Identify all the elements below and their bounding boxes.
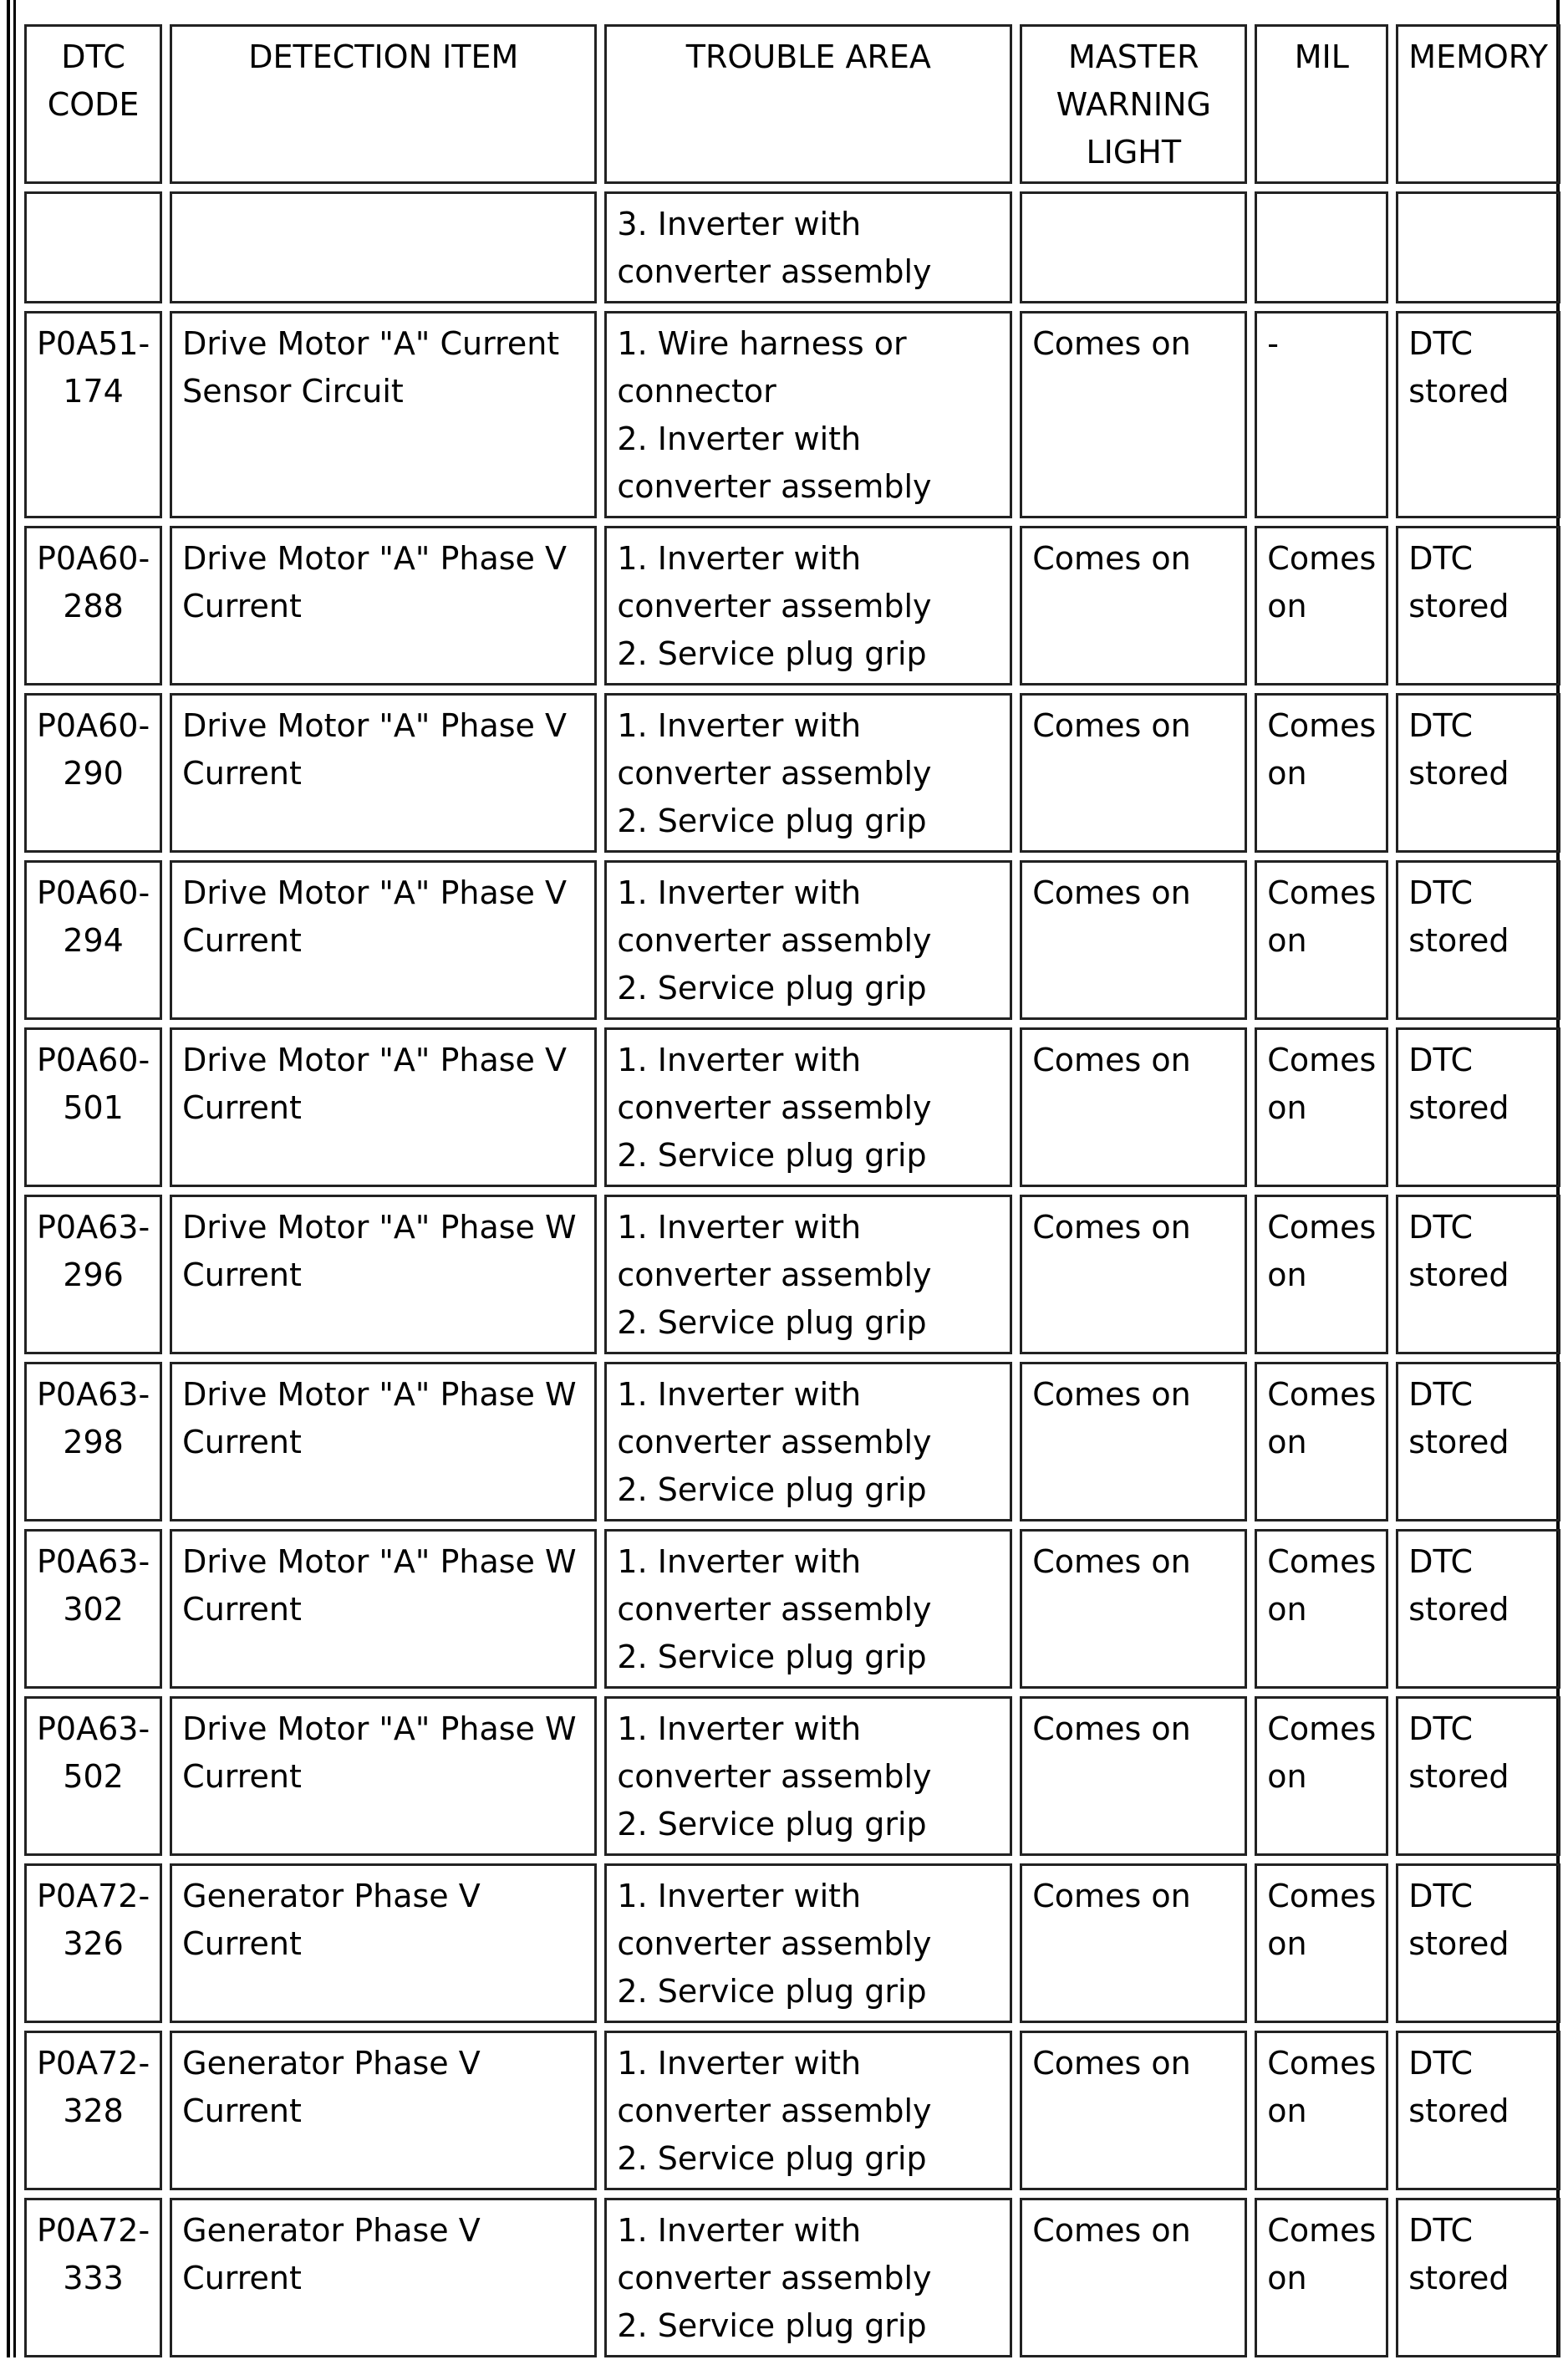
- cell-memory: [1396, 693, 1560, 853]
- trouble-line: converter assembly: [617, 1424, 932, 1460]
- trouble-line: converter assembly: [617, 2260, 932, 2296]
- code-line: P0A72-: [37, 2045, 150, 2082]
- cell-detection-item: [170, 526, 597, 686]
- cell-memory: [1396, 1863, 1560, 2023]
- code-line: 290: [63, 755, 124, 792]
- item-line: Drive Motor "A" Phase V: [182, 1042, 567, 1078]
- master-line: Comes on: [1032, 2045, 1191, 2082]
- dtc-table: [17, 17, 1568, 2365]
- memory-line: stored: [1408, 1758, 1509, 1795]
- trouble-line: 1. Inverter with: [617, 1543, 862, 1580]
- cell-trouble-area: [604, 860, 1012, 1020]
- trouble-line: 2. Service plug grip: [617, 635, 927, 672]
- memory-line: stored: [1408, 1089, 1509, 1126]
- trouble-line: 1. Inverter with: [617, 1209, 862, 1246]
- header-line: MIL: [1294, 38, 1349, 75]
- master-line: Comes on: [1032, 707, 1191, 744]
- code-line: P0A63-: [37, 1710, 150, 1747]
- code-line: 328: [63, 2092, 124, 2129]
- master-line: Comes on: [1032, 1209, 1191, 1246]
- trouble-line: converter assembly: [617, 1591, 932, 1628]
- cell-mil: [1255, 860, 1388, 1020]
- cell-master-warning-light: [1020, 1362, 1247, 1521]
- item-line: Generator Phase V: [182, 2045, 481, 2082]
- item-line: Drive Motor "A" Phase W: [182, 1710, 577, 1747]
- item-line: Drive Motor "A" Current: [182, 325, 560, 362]
- trouble-line: 2. Service plug grip: [617, 1973, 927, 2010]
- trouble-line: 2. Inverter with: [617, 421, 862, 457]
- cell-master-warning-light: [1020, 526, 1247, 686]
- cell-trouble-area: [604, 1863, 1012, 2023]
- cell-memory: [1396, 2198, 1560, 2357]
- item-line: Current: [182, 1424, 302, 1460]
- memory-line: stored: [1408, 373, 1509, 410]
- trouble-line: converter assembly: [617, 1925, 932, 1962]
- trouble-line: 2. Service plug grip: [617, 1137, 927, 1174]
- left-page-rule-inner: [13, 0, 16, 2357]
- item-line: Current: [182, 588, 302, 624]
- memory-line: stored: [1408, 1591, 1509, 1628]
- cell-trouble-area: [604, 1027, 1012, 1187]
- code-line: P0A72-: [37, 2212, 150, 2249]
- header-master-warning-light: [1020, 24, 1247, 184]
- table-row: [24, 526, 1560, 686]
- trouble-line: 2. Service plug grip: [617, 2307, 927, 2344]
- trouble-line: 1. Inverter with: [617, 1878, 862, 1914]
- mil-line: on: [1267, 1256, 1307, 1293]
- cell-mil: [1255, 693, 1388, 853]
- mil-line: Comes: [1267, 2045, 1377, 2082]
- header-line: DTC: [61, 38, 125, 75]
- code-line: P0A60-: [37, 874, 150, 911]
- memory-line: DTC: [1408, 325, 1474, 362]
- trouble-line: 2. Service plug grip: [617, 2140, 927, 2177]
- cell-mil: [1255, 1863, 1388, 2023]
- cell-memory: [1396, 526, 1560, 686]
- cell-detection-item: [170, 1027, 597, 1187]
- memory-line: stored: [1408, 1256, 1509, 1293]
- table-row: [24, 2198, 1560, 2357]
- mil-line: Comes: [1267, 1209, 1377, 1246]
- mil-line: Comes: [1267, 1376, 1377, 1413]
- header-line: TROUBLE AREA: [685, 38, 931, 75]
- trouble-line: converter assembly: [617, 922, 932, 959]
- table-row: [24, 1195, 1560, 1354]
- trouble-line: converter assembly: [617, 2092, 932, 2129]
- trouble-line: converter assembly: [617, 253, 932, 290]
- code-line: P0A51-: [37, 325, 150, 362]
- cell-dtc-code: [24, 191, 162, 303]
- code-line: 333: [63, 2260, 124, 2296]
- trouble-line: converter assembly: [617, 468, 932, 505]
- cell-dtc-code: [24, 311, 162, 518]
- cell-trouble-area: [604, 1696, 1012, 1856]
- memory-line: stored: [1408, 755, 1509, 792]
- item-line: Current: [182, 1758, 302, 1795]
- cell-detection-item: [170, 1863, 597, 2023]
- mil-line: on: [1267, 1591, 1307, 1628]
- header-trouble-area: [604, 24, 1012, 184]
- mil-line: Comes: [1267, 874, 1377, 911]
- master-line: Comes on: [1032, 1376, 1191, 1413]
- memory-line: stored: [1408, 2260, 1509, 2296]
- memory-line: DTC: [1408, 2212, 1474, 2249]
- cell-master-warning-light: [1020, 191, 1247, 303]
- mil-line: Comes: [1267, 1543, 1377, 1580]
- cell-master-warning-light: [1020, 1529, 1247, 1689]
- mil-line: Comes: [1267, 707, 1377, 744]
- master-line: Comes on: [1032, 1543, 1191, 1580]
- master-line: Comes on: [1032, 1042, 1191, 1078]
- header-line: LIGHT: [1086, 134, 1182, 171]
- code-line: P0A63-: [37, 1543, 150, 1580]
- trouble-line: connector: [617, 373, 776, 410]
- cell-memory: [1396, 1362, 1560, 1521]
- cell-trouble-area: [604, 526, 1012, 686]
- memory-line: DTC: [1408, 1878, 1474, 1914]
- item-line: Drive Motor "A" Phase W: [182, 1209, 577, 1246]
- item-line: Current: [182, 1925, 302, 1962]
- code-line: 326: [63, 1925, 124, 1962]
- item-line: Drive Motor "A" Phase V: [182, 874, 567, 911]
- cell-detection-item: [170, 1696, 597, 1856]
- item-line: Sensor Circuit: [182, 373, 404, 410]
- memory-line: DTC: [1408, 1376, 1474, 1413]
- cell-master-warning-light: [1020, 1863, 1247, 2023]
- cell-trouble-area: [604, 191, 1012, 303]
- cell-master-warning-light: [1020, 1027, 1247, 1187]
- cell-detection-item: [170, 2198, 597, 2357]
- mil-line: -: [1267, 325, 1280, 362]
- trouble-line: 1. Inverter with: [617, 874, 862, 911]
- code-line: 296: [63, 1256, 124, 1293]
- code-line: P0A63-: [37, 1376, 150, 1413]
- code-line: P0A60-: [37, 1042, 150, 1078]
- cell-master-warning-light: [1020, 311, 1247, 518]
- memory-line: stored: [1408, 922, 1509, 959]
- header-detection-item: [170, 24, 597, 184]
- trouble-line: 1. Inverter with: [617, 2212, 862, 2249]
- cell-dtc-code: [24, 2031, 162, 2190]
- item-line: Drive Motor "A" Phase V: [182, 707, 567, 744]
- memory-line: stored: [1408, 588, 1509, 624]
- table-row: [24, 311, 1560, 518]
- code-line: P0A60-: [37, 707, 150, 744]
- trouble-line: 2. Service plug grip: [617, 1471, 927, 1508]
- code-line: P0A60-: [37, 540, 150, 577]
- mil-line: Comes: [1267, 1042, 1377, 1078]
- cell-memory: [1396, 1696, 1560, 1856]
- item-line: Current: [182, 1089, 302, 1126]
- left-page-rule: [7, 0, 10, 2357]
- cell-memory: [1396, 2031, 1560, 2190]
- memory-line: DTC: [1408, 874, 1474, 911]
- trouble-line: 1. Inverter with: [617, 1376, 862, 1413]
- cell-mil: [1255, 1195, 1388, 1354]
- cell-memory: [1396, 191, 1560, 303]
- code-line: 294: [63, 922, 124, 959]
- memory-line: DTC: [1408, 1543, 1474, 1580]
- cell-mil: [1255, 2031, 1388, 2190]
- master-line: Comes on: [1032, 874, 1191, 911]
- master-line: Comes on: [1032, 325, 1191, 362]
- cell-detection-item: [170, 1362, 597, 1521]
- table-row: [24, 693, 1560, 853]
- table-row: [24, 1027, 1560, 1187]
- mil-line: on: [1267, 1424, 1307, 1460]
- cell-trouble-area: [604, 693, 1012, 853]
- table-row: [24, 2031, 1560, 2190]
- trouble-line: converter assembly: [617, 588, 932, 624]
- item-line: Current: [182, 2260, 302, 2296]
- code-line: P0A63-: [37, 1209, 150, 1246]
- item-line: Generator Phase V: [182, 1878, 481, 1914]
- cell-mil: [1255, 2198, 1388, 2357]
- cell-dtc-code: [24, 1696, 162, 1856]
- mil-line: Comes: [1267, 2212, 1377, 2249]
- cell-trouble-area: [604, 1529, 1012, 1689]
- item-line: Current: [182, 1591, 302, 1628]
- master-line: Comes on: [1032, 1878, 1191, 1914]
- table-row: [24, 1529, 1560, 1689]
- cell-trouble-area: [604, 311, 1012, 518]
- memory-line: DTC: [1408, 540, 1474, 577]
- table-row: [24, 1696, 1560, 1856]
- cell-dtc-code: [24, 1195, 162, 1354]
- code-line: P0A72-: [37, 1878, 150, 1914]
- cell-mil: [1255, 1027, 1388, 1187]
- code-line: 501: [63, 1089, 124, 1126]
- mil-line: on: [1267, 755, 1307, 792]
- item-line: Drive Motor "A" Phase W: [182, 1543, 577, 1580]
- trouble-line: converter assembly: [617, 755, 932, 792]
- item-line: Current: [182, 2092, 302, 2129]
- trouble-line: 1. Inverter with: [617, 2045, 862, 2082]
- header-line: DETECTION ITEM: [248, 38, 519, 75]
- cell-master-warning-light: [1020, 1696, 1247, 1856]
- cell-detection-item: [170, 2031, 597, 2190]
- mil-line: on: [1267, 1925, 1307, 1962]
- memory-line: DTC: [1408, 1710, 1474, 1747]
- cell-memory: [1396, 1027, 1560, 1187]
- mil-line: on: [1267, 922, 1307, 959]
- item-line: Current: [182, 1256, 302, 1293]
- trouble-line: converter assembly: [617, 1089, 932, 1126]
- cell-trouble-area: [604, 2198, 1012, 2357]
- code-line: 298: [63, 1424, 124, 1460]
- trouble-line: 1. Inverter with: [617, 1710, 862, 1747]
- memory-line: DTC: [1408, 707, 1474, 744]
- cell-trouble-area: [604, 2031, 1012, 2190]
- cell-master-warning-light: [1020, 2198, 1247, 2357]
- header-line: WARNING: [1056, 86, 1211, 123]
- cell-detection-item: [170, 693, 597, 853]
- cell-dtc-code: [24, 693, 162, 853]
- cell-dtc-code: [24, 1362, 162, 1521]
- table-row: [24, 1863, 1560, 2023]
- cell-detection-item: [170, 191, 597, 303]
- mil-line: Comes: [1267, 1878, 1377, 1914]
- item-line: Drive Motor "A" Phase V: [182, 540, 567, 577]
- cell-detection-item: [170, 1529, 597, 1689]
- header-dtc-code: [24, 24, 162, 184]
- header-line: CODE: [47, 86, 140, 123]
- mil-line: on: [1267, 2092, 1307, 2129]
- mil-line: on: [1267, 1758, 1307, 1795]
- cell-memory: [1396, 1529, 1560, 1689]
- mil-line: on: [1267, 2260, 1307, 2296]
- cell-mil: [1255, 191, 1388, 303]
- header-line: MEMORY: [1408, 38, 1548, 75]
- cell-mil: [1255, 1529, 1388, 1689]
- header-memory: [1396, 24, 1560, 184]
- trouble-line: 3. Inverter with: [617, 206, 862, 242]
- cell-master-warning-light: [1020, 693, 1247, 853]
- table-row-continued: [24, 191, 1560, 303]
- cell-dtc-code: [24, 1027, 162, 1187]
- cell-mil: [1255, 526, 1388, 686]
- memory-line: DTC: [1408, 1042, 1474, 1078]
- cell-master-warning-light: [1020, 1195, 1247, 1354]
- cell-detection-item: [170, 311, 597, 518]
- cell-mil: [1255, 311, 1388, 518]
- cell-memory: [1396, 311, 1560, 518]
- mil-line: Comes: [1267, 540, 1377, 577]
- mil-line: Comes: [1267, 1710, 1377, 1747]
- code-line: 502: [63, 1758, 124, 1795]
- code-line: 288: [63, 588, 124, 624]
- cell-memory: [1396, 1195, 1560, 1354]
- cell-detection-item: [170, 860, 597, 1020]
- memory-line: stored: [1408, 1925, 1509, 1962]
- cell-master-warning-light: [1020, 2031, 1247, 2190]
- mil-line: on: [1267, 1089, 1307, 1126]
- trouble-line: 2. Service plug grip: [617, 970, 927, 1007]
- header-mil: [1255, 24, 1388, 184]
- cell-detection-item: [170, 1195, 597, 1354]
- trouble-line: converter assembly: [617, 1256, 932, 1293]
- memory-line: stored: [1408, 1424, 1509, 1460]
- cell-dtc-code: [24, 860, 162, 1020]
- master-line: Comes on: [1032, 1710, 1191, 1747]
- header-line: MASTER: [1068, 38, 1199, 75]
- trouble-line: 2. Service plug grip: [617, 1304, 927, 1341]
- trouble-line: 1. Inverter with: [617, 540, 862, 577]
- cell-dtc-code: [24, 526, 162, 686]
- trouble-line: converter assembly: [617, 1758, 932, 1795]
- master-line: Comes on: [1032, 540, 1191, 577]
- code-line: 174: [63, 373, 124, 410]
- cell-trouble-area: [604, 1362, 1012, 1521]
- table-row: [24, 860, 1560, 1020]
- code-line: 302: [63, 1591, 124, 1628]
- item-line: Drive Motor "A" Phase W: [182, 1376, 577, 1413]
- cell-dtc-code: [24, 1863, 162, 2023]
- cell-mil: [1255, 1696, 1388, 1856]
- memory-line: stored: [1408, 2092, 1509, 2129]
- table-row: [24, 1362, 1560, 1521]
- memory-line: DTC: [1408, 2045, 1474, 2082]
- mil-line: on: [1267, 588, 1307, 624]
- cell-memory: [1396, 860, 1560, 1020]
- trouble-line: 2. Service plug grip: [617, 1806, 927, 1843]
- item-line: Current: [182, 922, 302, 959]
- trouble-line: 2. Service plug grip: [617, 803, 927, 839]
- cell-dtc-code: [24, 1529, 162, 1689]
- cell-dtc-code: [24, 2198, 162, 2357]
- master-line: Comes on: [1032, 2212, 1191, 2249]
- trouble-line: 1. Inverter with: [617, 1042, 862, 1078]
- item-line: Generator Phase V: [182, 2212, 481, 2249]
- trouble-line: 1. Inverter with: [617, 707, 862, 744]
- trouble-line: 1. Wire harness or: [617, 325, 907, 362]
- dtc-table-body: [24, 191, 1560, 2357]
- cell-master-warning-light: [1020, 860, 1247, 1020]
- memory-line: DTC: [1408, 1209, 1474, 1246]
- trouble-line: 2. Service plug grip: [617, 1639, 927, 1675]
- cell-mil: [1255, 1362, 1388, 1521]
- dtc-table-header: [24, 24, 1560, 184]
- item-line: Current: [182, 755, 302, 792]
- header-row: [24, 24, 1560, 184]
- cell-trouble-area: [604, 1195, 1012, 1354]
